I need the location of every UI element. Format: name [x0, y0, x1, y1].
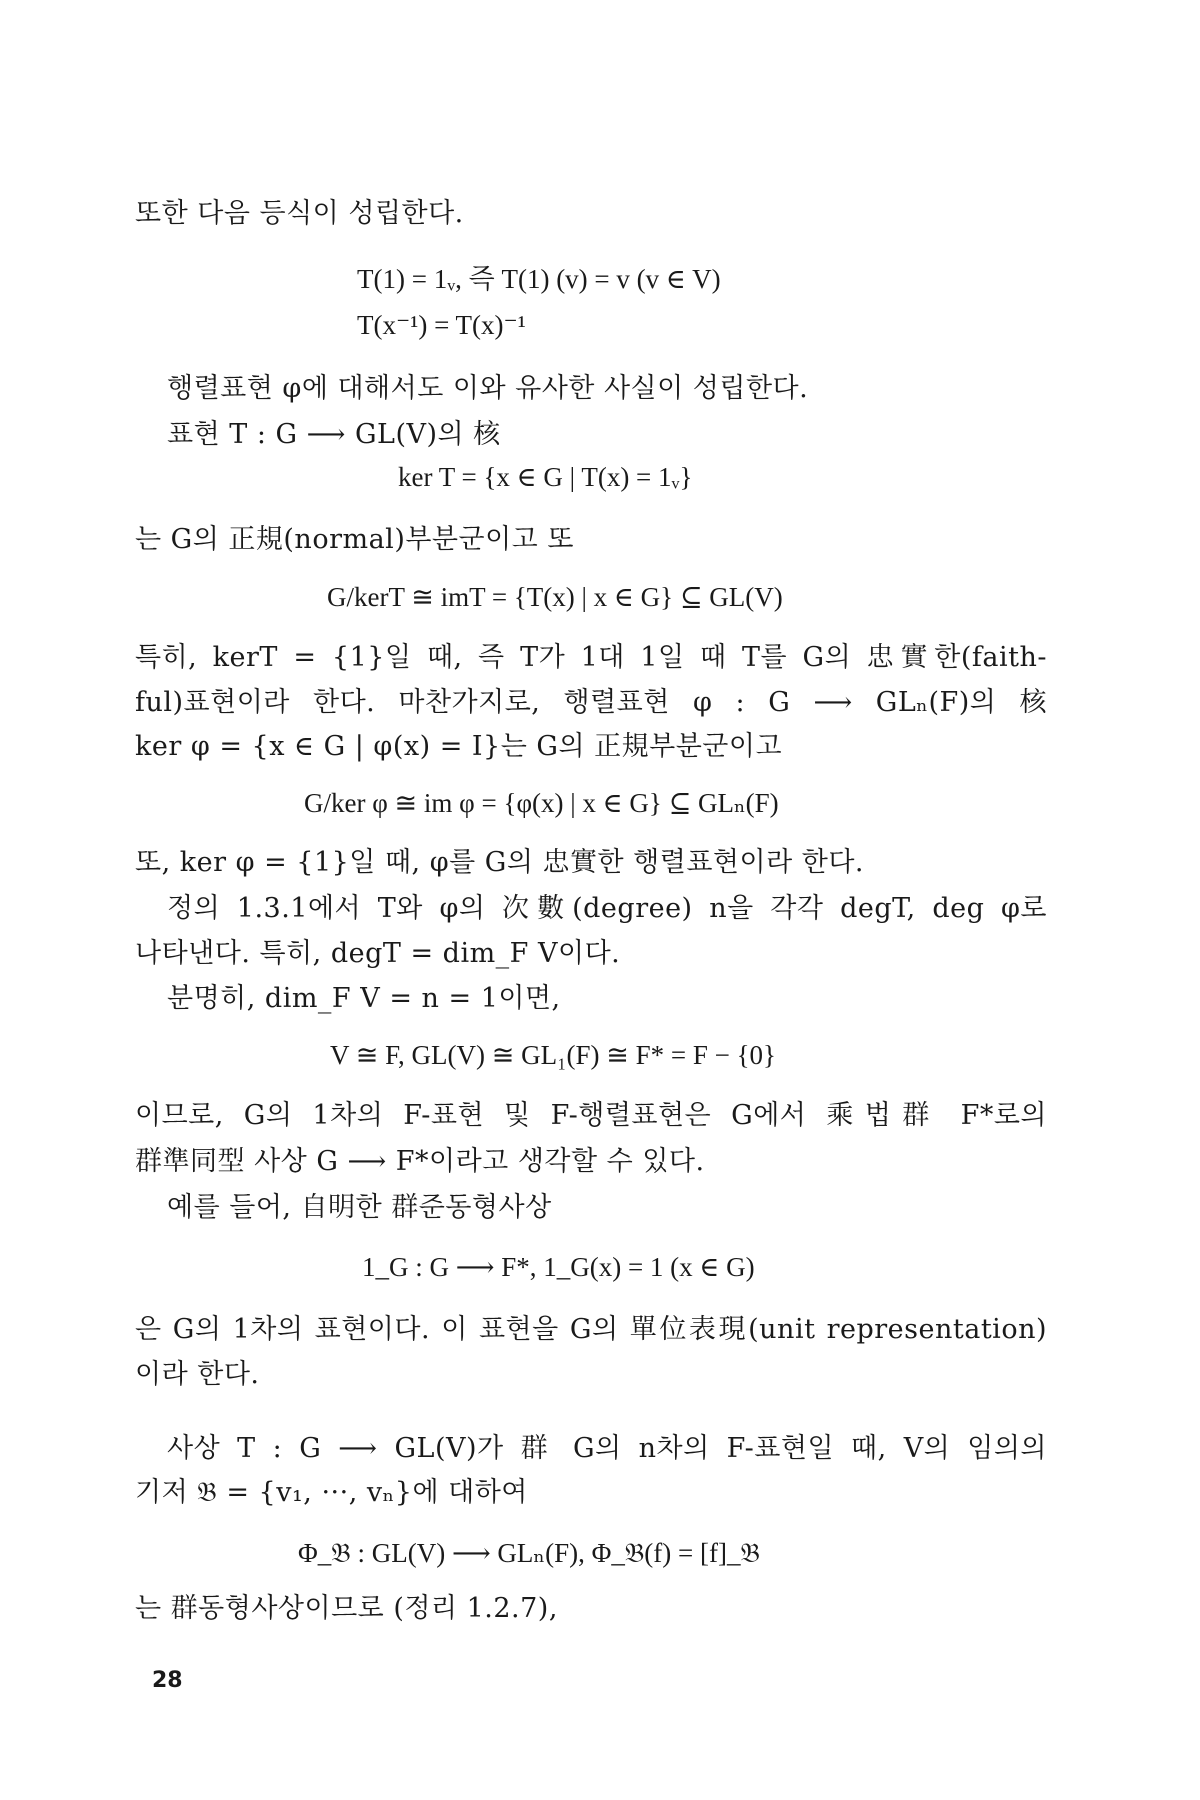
text-line-2: 행렬표현 φ에 대해서도 이와 유사한 사실이 성립한다.	[167, 373, 809, 404]
equation-identity: T(1) = 1ᵥ, 즉 T(1) (v) = v (v ∈ V)	[357, 264, 721, 294]
equation-degree-one: V ≅ F, GL(V) ≅ GL₁(F) ≅ F* = F − {0}	[330, 1040, 777, 1070]
text-line-19: 는 群동형사상이므로 (정리 1.2.7),	[135, 1593, 558, 1624]
text-line-6: ful)표현이라 한다. 마찬가지로, 행렬표현 φ : G ⟶ GLₙ(F)의 核	[135, 687, 1047, 718]
text-line-3: 표현 T : G ⟶ GL(V)의 核	[167, 419, 501, 450]
equation-matrix-quotient: G/ker φ ≅ im φ = {φ(x) | x ∈ G} ⊆ GLₙ(F)	[304, 788, 779, 818]
equation-trivial: 1_G : G ⟶ F*, 1_G(x) = 1 (x ∈ G)	[362, 1252, 755, 1282]
text-line-5: 특히, kerT = {1}일 때, 즉 T가 1대 1일 때 T를 G의 忠實한(faith-	[135, 642, 1047, 673]
text-line-16: 이라 한다.	[135, 1359, 260, 1390]
text-line-14: 예를 들어, 自明한 群준동형사상	[167, 1192, 552, 1223]
equation-inverse: T(x⁻¹) = T(x)⁻¹	[357, 310, 526, 340]
page-number: 28	[152, 1668, 183, 1693]
text-line-4: 는 G의 正規(normal)부분군이고 또	[135, 524, 574, 555]
equation-quotient: G/kerT ≅ imT = {T(x) | x ∈ G} ⊆ GL(V)	[327, 582, 783, 612]
equation-basis-map: Φ_𝔅 : GL(V) ⟶ GLₙ(F), Φ_𝔅(f) = [f]_𝔅	[298, 1538, 760, 1568]
text-line-18: 기저 𝔅 = {v₁, ···, vₙ}에 대하여	[135, 1477, 528, 1508]
equation-kernel: ker T = {x ∈ G | T(x) = 1ᵥ}	[398, 462, 693, 492]
text-line-1: 또한 다음 등식이 성립한다.	[135, 198, 464, 229]
text-line-10: 나타낸다. 특히, degT = dim_F V이다.	[135, 938, 621, 969]
text-line-15: 은 G의 1차의 표현이다. 이 표현을 G의 單位表現(unit representation)	[135, 1314, 1047, 1345]
text-line-12: 이므로, G의 1차의 F-표현 및 F-행렬표현은 G에서 乘법群 F*로의	[135, 1100, 1047, 1131]
text-line-7: ker φ = {x ∈ G | φ(x) = I}는 G의 正規부분군이고	[135, 731, 783, 762]
text-line-13: 群準同型 사상 G ⟶ F*이라고 생각할 수 있다.	[135, 1146, 705, 1177]
text-line-9: 정의 1.3.1에서 T와 φ의 次數(degree) n을 각각 degT, deg φ로	[167, 893, 1047, 924]
text-line-17: 사상 T : G ⟶ GL(V)가 群 G의 n차의 F-표현일 때, V의 임의의	[167, 1433, 1047, 1464]
text-line-8: 또, ker φ = {1}일 때, φ를 G의 忠實한 행렬표현이라 한다.	[135, 847, 865, 878]
text-line-11: 분명히, dim_F V = n = 1이면,	[167, 983, 561, 1014]
